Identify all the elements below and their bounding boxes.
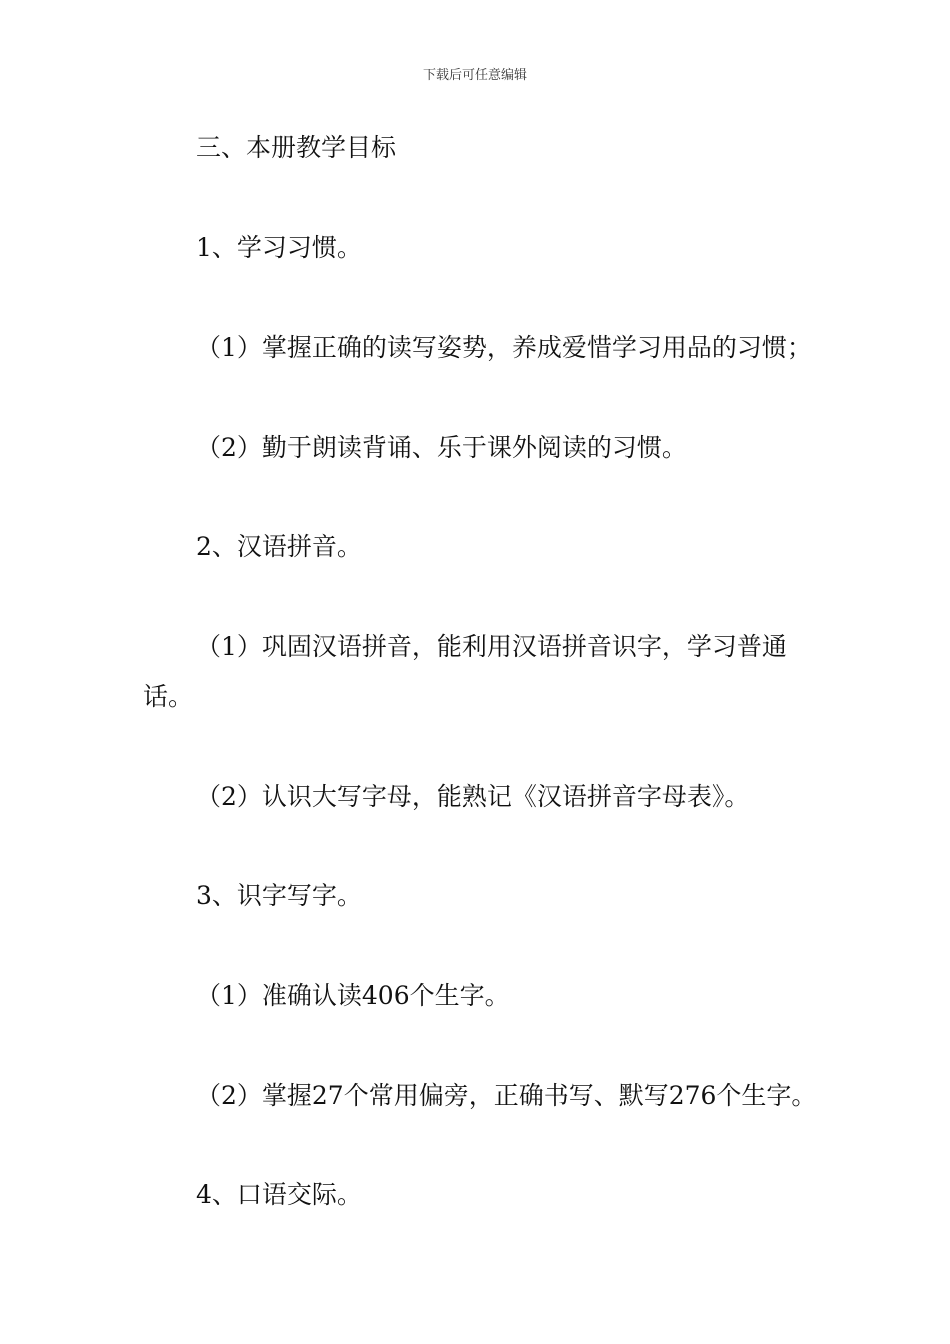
item-2-2: （2）认识大写字母，能熟记《汉语拼音字母表》。 (196, 782, 750, 811)
item-3-1: （1）准确认读406个生字。 (196, 981, 510, 1010)
section-heading: 三、本册教学目标 (196, 133, 397, 162)
item-3-2: （2）掌握27个常用偏旁，正确书写、默写276个生字。 (196, 1081, 817, 1110)
item-heading-4: 4、口语交际。 (196, 1180, 362, 1209)
item-2-1-continued: 话。 (143, 682, 194, 711)
item-heading-2: 2、汉语拼音。 (196, 532, 362, 561)
item-1-2: （2）勤于朗读背诵、乐于课外阅读的习惯。 (196, 433, 687, 462)
item-1-1: （1）掌握正确的读写姿势，养成爱惜学习用品的习惯； (196, 333, 812, 362)
item-2-1: （1）巩固汉语拼音，能利用汉语拼音识字，学习普通 (196, 632, 787, 661)
item-heading-1: 1、学习习惯。 (196, 233, 362, 262)
item-heading-3: 3、识字写字。 (196, 881, 362, 910)
page-header: 下载后可任意编辑 (422, 68, 527, 83)
